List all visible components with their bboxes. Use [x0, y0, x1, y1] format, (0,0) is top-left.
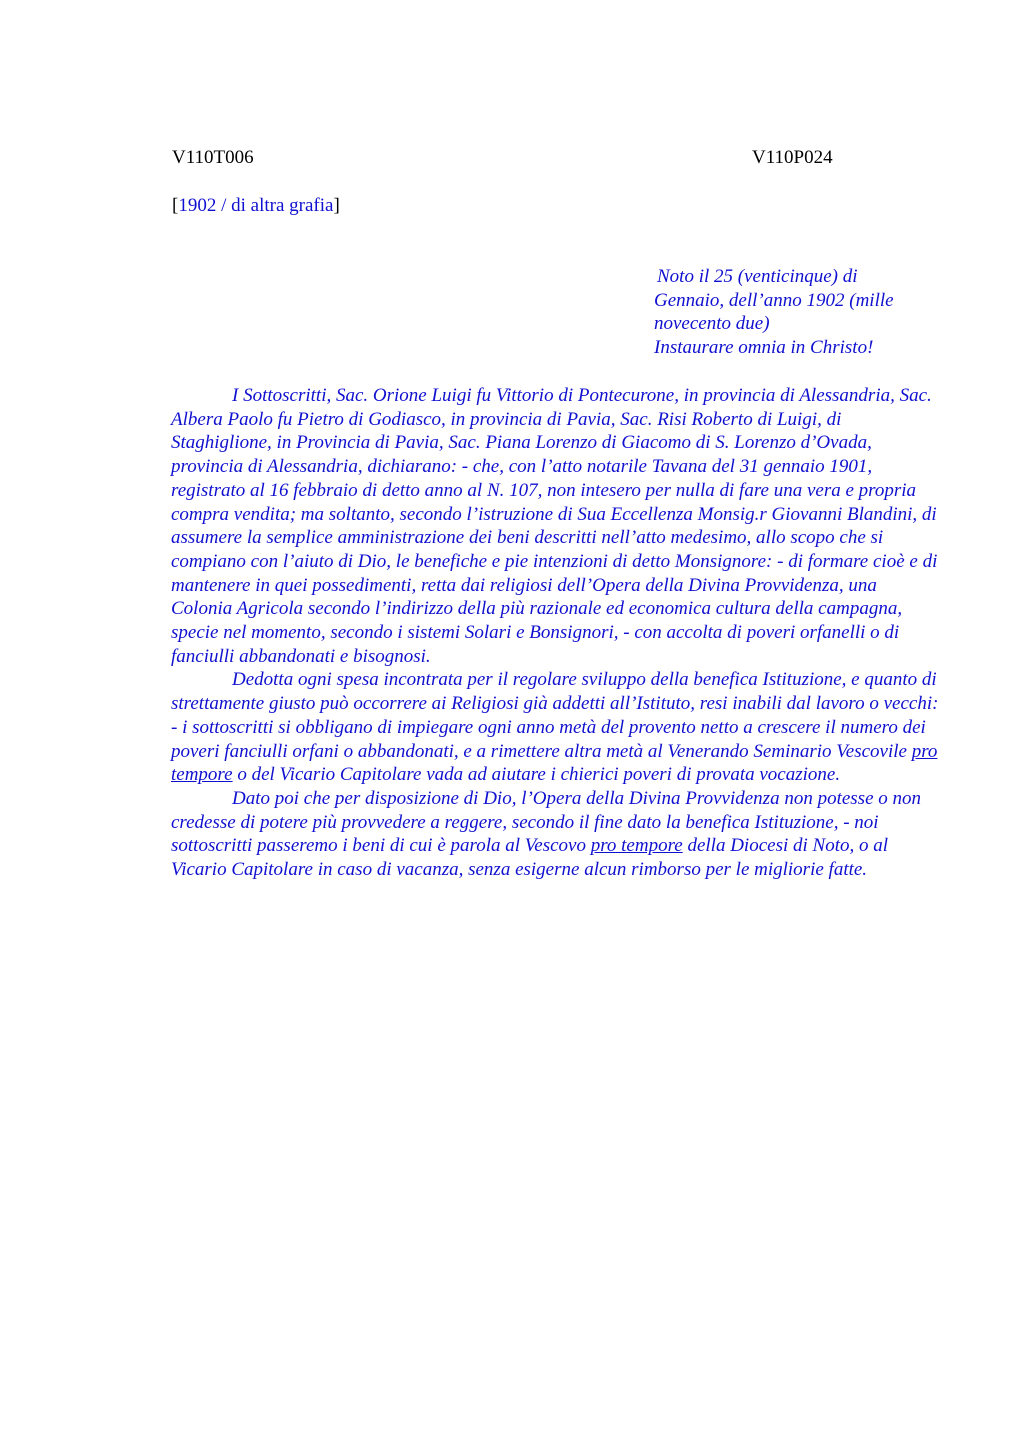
document-code-left: V110T006 [172, 147, 254, 168]
paragraph-1: I Sottoscritti, Sac. Orione Luigi fu Vittorio di Pontecurone, in provincia di Alessandria, Sac. Albera Paolo fu Pietro di Godiasco, in provincia di Pavia, Sac. Risi Roberto di Luigi, di Staghiglione, in Provincia di Pavia, Sac. Piana Lorenzo di Giacomo di S. Lorenzo d’Ovada, provincia di Alessandria, dichiarano: - che, con l’atto notarile Tavana del 31 gennaio 1901, registrato al 16 febbraio di detto anno al N. 107, non intesero per nulla di fare una vera e propria compra vendita; ma soltanto, secondo l’istruzione di Sua Eccellenza Monsig.r Giovanni Blandini, di assumere la semplice amministrazione dei beni descritti nell’atto medesimo, allo scopo che si compiano con l’aiuto di Dio, le benefiche e pie intenzioni di detto Monsignore: - di formare cioè e di mantenere in quei possedimenti, retta dai religiosi dell’Opera della Divina Provvidenza, una Colonia Agricola secondo l’indirizzo della più razionale ed economica cultura della campagna, specie nel momento, secondo i sistemi Solari e Bonsignori, - con accolta di poveri orfanelli o di fanciulli abbandonati e bisognosi. [171, 385, 938, 667]
date-line: novecento due) [654, 313, 770, 335]
note-text: 1902 / di altra grafia [178, 195, 334, 216]
note-close-bracket: ] [333, 195, 340, 216]
document-code-right: V110P024 [752, 147, 833, 168]
note-open-bracket: [ [172, 195, 179, 216]
motto-line: Instaurare omnia in Christo! [654, 337, 874, 359]
paragraph-3-text-end: della Diocesi di Noto, o al Vicario Capitolare in caso di vacanza, senza esigerne alcun rimborso per le migliorie fatte. [171, 835, 889, 881]
paragraph-2-text: Dedotta ogni spesa incontrata per il regolare sviluppo della benefica Istituzione, e quanto di strettamente giusto può occorrere ai Religiosi già addetti all’Istituto, resi inabili dal lavoro o vecchi: - i sottoscritti si obbligano di impiegare ogni anno metà del provento netto a crescere il numero dei poveri fanciulli orfani o abbandonati, e a rimettere altra metà al Venerando Seminario Vescovile [171, 669, 939, 762]
paragraph-2-text-end: o del Vicario Capitolare vada ad aiutare i chierici poveri di provata vocazione. [232, 764, 841, 786]
date-line: Noto il 25 (venticinque) di [657, 266, 858, 287]
paragraph-2 [171, 668, 941, 787]
date-line: Gennaio, dell’anno 1902 (mille [654, 289, 894, 311]
letter-body [171, 384, 941, 882]
date-block [654, 265, 944, 360]
editorial-note [172, 194, 340, 218]
paragraph-3 [171, 787, 941, 882]
paragraph-3-text: Dato poi che per disposizione di Dio, l’Opera della Divina Provvidenza non potesse o non credesse di potere più provvedere a reggere, secondo il fine dato la benefica Istituzione, - noi sottoscritti passeremo i beni di cui è parola al Vescovo [171, 787, 922, 857]
underlined-phrase: pro tempore [590, 835, 683, 857]
underlined-phrase: pro tempore [171, 740, 938, 786]
